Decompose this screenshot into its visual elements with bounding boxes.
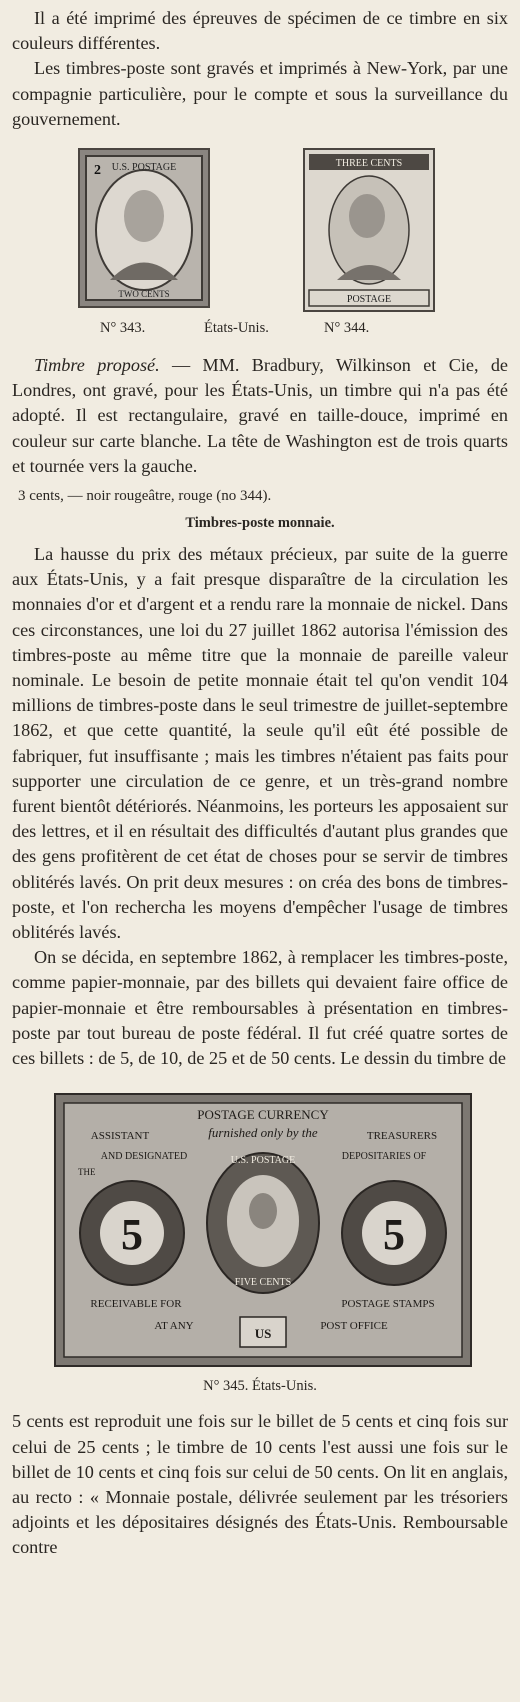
- figure-stamps: [12, 148, 508, 353]
- stamp-343-numeral: 2: [94, 163, 101, 179]
- closing-paragraph: 5 cents est reproduit une fois sur le billet de 5 cents et cinq fois sur celui de 25 cents ; le timbre de 10 cents l'est aussi une fois sur le billet de 10 cents et cinq fois sur celui de 50 cents. On lit en anglais, au recto : « Monnaie postale, délivrée seulement par les trésoriers adjoints et les dépositaires désignés des États-Unis. Remboursable contre: [12, 1411, 508, 1558]
- bill-postage-stamps: POSTAGE STAMPS: [341, 1298, 435, 1311]
- stamp-344-bottom-text: POSTAGE: [346, 294, 392, 306]
- body-paragraph-2: On se décida, en septembre 1862, à remplacer les timbres-poste, comme papier-monnaie, par des billets qui devaient faire office de papier-monnaie et être remboursables à présentation en timbres-poste par tout bureau de poste fédéral. Il fut créé quatre sortes de ces billets : de 5, de 10, de 25 et de 50 cents. Le dessin du timbre de: [12, 947, 508, 1069]
- bill-five-cents: FIVE CENTS: [234, 1277, 292, 1289]
- bill-numeral-left: 5: [121, 1210, 143, 1260]
- bill-top-banner: POSTAGE CURRENCY: [197, 1107, 329, 1123]
- intro-paragraph-2: Les timbres-poste sont gravés et imprimés à New-York, par une compagnie particulière, pour le compte et sous la surveillance du gouvernement.: [12, 58, 508, 129]
- caption-343: N° 343.: [100, 320, 146, 337]
- bill-furnished: furnished only by the: [208, 1125, 318, 1141]
- body-paragraph-1: La hausse du prix des métaux précieux, par suite de la guerre aux États-Unis, y a fait presque disparaître de la circulation les monnaies d'or et d'argent et a rendu rare la monnaie de nickel. Dans ces circonstances, une loi du 27 juillet 1862 autorisa l'émission des timbres-poste au même titre que la monnaie de pareille valeur nominale. Le besoin de petite monnaie était tel qu'on vendit 104 millions de timbres-poste dans le seul trimestre de juillet-septembre 1862, et que cette quantité, la seule qu'il eût été possible de fabriquer, fut insuffisante ; mais les timbres n'étaient pas faits pour supporter une circulation de ce genre, et un très-grand nombre furent bientôt détériorés. Néanmoins, les porteurs les apposaient sur des lettres, et il en résultait des difficultés d'autant plus grandes que des gens profitèrent de cet état de choses pour se servir de timbres oblitérés lavés. On prit deux mesures : on créa des bons de timbres-poste, et l'on rechercha les moyens d'empêcher l'usage de timbres oblitérés lavés.: [12, 544, 508, 943]
- bill-receivable: RECEIVABLE FOR: [90, 1298, 182, 1311]
- page: [12, 6, 508, 1561]
- stamp-344-top-text: THREE CENTS: [335, 158, 403, 170]
- bill-numeral-right: 5: [383, 1210, 405, 1260]
- stamp-344-image: [303, 148, 435, 312]
- bill-and-designated: AND DESIGNATED: [100, 1151, 188, 1163]
- stamp-343-top-text: U.S. POSTAGE: [111, 162, 177, 174]
- section-title: Timbres-poste monnaie.: [185, 515, 335, 532]
- bill-at-any: AT ANY: [154, 1320, 194, 1333]
- bill-depositaries: DEPOSITARIES OF: [341, 1151, 427, 1163]
- intro-paragraph-1: Il a été imprimé des épreuves de spécimen de ce timbre en six couleurs différentes.: [12, 8, 508, 54]
- bill-us-monogram: US: [254, 1326, 272, 1342]
- stamp-343-bottom-text: TWO CENTS: [118, 289, 170, 300]
- caption-344: N° 344.: [324, 320, 370, 337]
- bill-the: THE: [78, 1167, 96, 1178]
- note-344: 3 cents, — noir rougeâtre, rouge (no 344).: [18, 488, 272, 505]
- caption-country: États-Unis.: [204, 320, 269, 337]
- proposed-label: Timbre proposé.: [34, 355, 160, 376]
- bill-us-postage: U.S. POSTAGE: [230, 1155, 296, 1167]
- proposed-paragraph: [12, 353, 508, 479]
- postage-currency-image: [54, 1093, 472, 1367]
- stamp-343-image: [78, 148, 210, 308]
- bill-post-office: POST OFFICE: [320, 1320, 388, 1333]
- bill-assistant: ASSISTANT: [90, 1130, 150, 1143]
- proposed-text: — MM. Bradbury, Wilkinson et Cie, de Londres, ont gravé, pour les États-Unis, un timbre qui n'a pas été adopté. Il est rectangulaire, gravé en taille-douce, imprimé en couleur sur carte blanche. La tête de Washington est de trois quarts et tournée vers la gauche.: [12, 355, 509, 476]
- caption-345: N° 345. États-Unis.: [203, 1378, 317, 1395]
- bill-treasurers: TREASURERS: [366, 1130, 438, 1143]
